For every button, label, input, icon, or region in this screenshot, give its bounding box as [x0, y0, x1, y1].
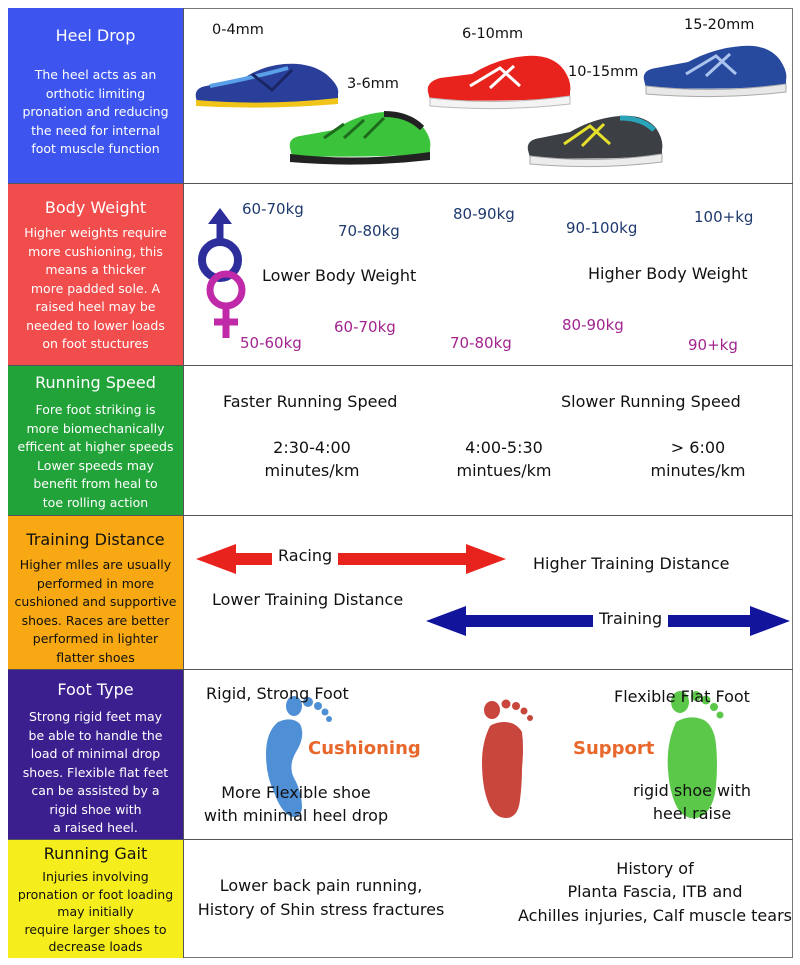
support-label: Support — [573, 738, 655, 759]
faster-speed-label: Faster Running Speed — [223, 392, 398, 411]
training-distance-description: Higher mlles are usually performed in more cushioned and supportive shoes. Races are better performed in lighter flatter shoes — [14, 557, 177, 665]
right-history-line-2: Achilles injuries, Calf muscle tears — [518, 906, 792, 925]
right-history-line-1: Planta Fascia, ITB and — [567, 882, 743, 901]
shoe-15-20mm-image — [640, 42, 790, 104]
cushioning-label: Cushioning — [308, 738, 421, 759]
heel-drop-title: Heel Drop — [55, 26, 136, 45]
shoe-3-6mm-image — [284, 108, 434, 170]
foot-type-content — [184, 670, 793, 839]
running-speed-description: Fore foot striking is more biomechanically efficent at higher speeds Lower speeds may benefit from heal to toe rolling action — [17, 402, 174, 510]
heel-drop-description: The heel acts as an orthotic limiting pronation and reducing the need for internal foot muscle function — [22, 67, 169, 156]
rigid-shoe-line-0: rigid shoe with — [632, 781, 752, 800]
heel-drop-sidebar — [8, 8, 184, 183]
flex-shoe-line-1: with minimal heel drop — [203, 806, 389, 825]
slower-speed-label: Slower Running Speed — [561, 392, 741, 411]
rigid-foot-label: Rigid, Strong Foot — [206, 684, 349, 703]
training-distance-sidebar — [8, 516, 184, 669]
shoe-10-15mm-image — [524, 112, 664, 172]
body-weight-sidebar — [8, 184, 184, 365]
row-foot-type — [8, 670, 793, 840]
drop-label-2: 6-10mm — [462, 26, 524, 42]
training-label: Training — [593, 609, 668, 628]
higher-body-weight-label: Higher Body Weight — [588, 264, 748, 283]
running-gait-title: Running Gait — [43, 844, 148, 863]
female-symbol-icon — [202, 264, 252, 344]
male-weight-3: 90-100kg — [566, 219, 638, 237]
foot-type-sidebar — [8, 670, 184, 839]
pace-2-unit: minutes/km — [650, 461, 746, 480]
lower-body-weight-label: Lower Body Weight — [262, 266, 417, 285]
female-weight-1: 60-70kg — [334, 318, 396, 336]
lower-training-distance-label: Lower Training Distance — [212, 590, 404, 609]
higher-training-distance-label: Higher Training Distance — [533, 554, 730, 573]
pace-0-unit: minutes/km — [264, 461, 360, 480]
drop-label-0: 0-4mm — [212, 22, 264, 38]
female-weight-0: 50-60kg — [240, 334, 302, 352]
female-weight-3: 80-90kg — [562, 316, 624, 334]
male-weight-1: 70-80kg — [338, 222, 400, 240]
row-body-weight — [8, 184, 793, 366]
male-weight-4: 100+kg — [694, 208, 754, 226]
heel-drop-content — [184, 8, 793, 183]
pace-0-value: 2:30-4:00 — [273, 438, 351, 457]
foot-type-title: Foot Type — [57, 680, 134, 699]
male-weight-2: 80-90kg — [453, 205, 515, 223]
running-speed-content — [184, 366, 793, 515]
running-gait-sidebar — [8, 840, 184, 958]
flexible-foot-label: Flexible Flat Foot — [614, 687, 750, 706]
training-distance-title: Training Distance — [26, 530, 165, 549]
shoe-0-4mm-image — [192, 60, 342, 110]
left-history-line-0: Lower back pain running, — [219, 876, 423, 895]
pace-1-value: 4:00-5:30 — [465, 438, 543, 457]
male-weight-0: 60-70kg — [242, 200, 304, 218]
right-history-line-0: History of — [616, 859, 694, 878]
body-weight-title: Body Weight — [44, 198, 147, 217]
female-weight-4: 90+kg — [688, 336, 738, 354]
row-training-distance — [8, 516, 793, 670]
female-weight-2: 70-80kg — [450, 334, 512, 352]
racing-arrow-icon — [196, 544, 506, 574]
body-weight-content — [184, 184, 793, 365]
racing-label: Racing — [272, 546, 338, 565]
pace-1-unit: mintues/km — [456, 461, 552, 480]
running-gait-description: Injuries involving pronation or foot loading may initially require larger shoes to decrease loads — [17, 869, 174, 954]
red-footprint-icon — [478, 696, 538, 822]
row-running-speed — [8, 366, 793, 516]
running-gait-content — [184, 840, 793, 958]
running-speed-title: Running Speed — [35, 373, 156, 392]
body-weight-description: Higher weights require more cushioning, this means a thicker more padded sole. A raised heel may be needed to lower loads on foot stuctures — [24, 225, 167, 351]
row-running-gait — [8, 840, 793, 958]
foot-type-description: Strong rigid feet may be able to handle the load of minimal drop shoes. Flexible flat feet can be assisted by a rigid shoe with a raised heel. — [22, 709, 169, 835]
shoe-6-10mm-image — [424, 52, 574, 114]
pace-2-value: > 6:00 — [670, 438, 726, 457]
drop-label-3: 10-15mm — [568, 64, 639, 80]
running-speed-sidebar — [8, 366, 184, 515]
drop-label-4: 15-20mm — [684, 17, 755, 33]
drop-label-1: 3-6mm — [347, 76, 399, 92]
left-history-line-1: History of Shin stress fractures — [197, 900, 445, 919]
rigid-shoe-line-1: heel raise — [652, 804, 732, 823]
row-heel-drop — [8, 8, 793, 184]
training-distance-content — [184, 516, 793, 669]
flex-shoe-line-0: More Flexible shoe — [221, 783, 371, 802]
